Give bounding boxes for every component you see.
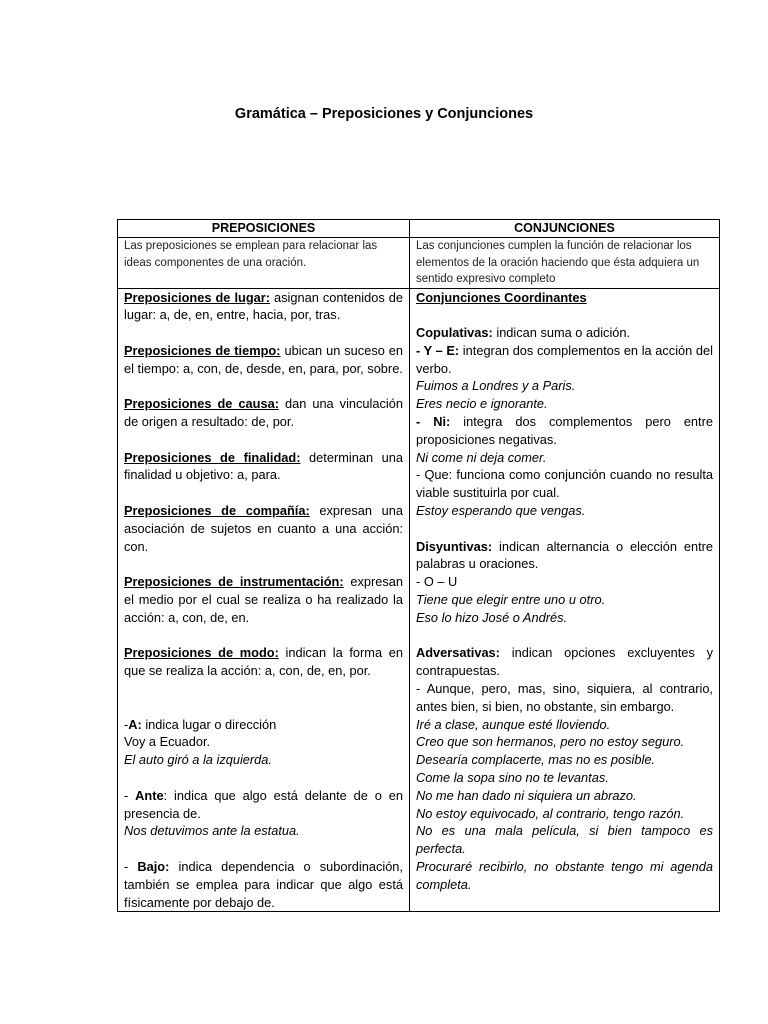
conj-adv-list: - Aunque, pero, mas, sino, siquiera, al contrario, antes bien, si bien, no obstante, sin embargo. (416, 681, 713, 714)
conj-adv-example: Creo que son hermanos, pero no estoy seguro. (416, 734, 685, 750)
prep-tiempo-term: Preposiciones de tiempo: (124, 342, 281, 358)
grammar-table (117, 219, 720, 912)
prep-ante-term: Ante (135, 787, 164, 803)
conj-ni: - Ni: integra dos complementos pero entre proposiciones negativas. (416, 414, 713, 447)
prep-tiempo-text: ubican un suceso en el tiempo: a, con, de, desde, en, para, por, sobre. (124, 342, 404, 376)
prep-a-example-1: Voy a Ecuador. (124, 734, 211, 750)
prep-lugar (124, 289, 403, 325)
intro-conjunciones: Las conjunciones cumplen la función de relacionar los elementos de la oración haciendo que ésta adquiera un sentido expresivo completo (410, 238, 720, 289)
conj-adversativas-term: Adversativas: (416, 645, 500, 661)
prep-ante-example: Nos detuvimos ante la estatua. (124, 823, 300, 839)
conj-ye-example-2: Eres necio e ignorante. (416, 396, 548, 412)
page-title: Gramática – Preposiciones y Conjunciones (234, 106, 534, 122)
conjunciones-column (410, 288, 720, 912)
prep-compania-term: Preposiciones de compañía: (124, 503, 310, 519)
prep-modo-text: indican la forma en que se realiza la acción: a, con, de, en, por. (124, 645, 403, 679)
header-row (118, 220, 720, 238)
conj-ni-term: - Ni: (416, 414, 451, 430)
conj-ye-example-1: Fuimos a Londres y a Paris. (416, 378, 576, 394)
conj-que: - Que: funciona como conjunción cuando no resulta viable sustituirla por cual. (416, 467, 713, 501)
conj-ou-example-2: Eso lo hizo José o Andrés. (416, 609, 568, 625)
prep-a-text: indica lugar o dirección (141, 716, 277, 732)
content-row (118, 288, 720, 912)
prep-causa-term: Preposiciones de causa: (124, 396, 279, 412)
conj-copulativas: Copulativas: indican suma o adición. (416, 325, 631, 341)
prep-finalidad (124, 449, 403, 485)
prep-tiempo (124, 342, 403, 378)
prep-a-term: A: (128, 716, 142, 732)
prep-instrumentacion-term: Preposiciones de instrumentación: (124, 574, 344, 590)
prep-finalidad-text: determinan una finalidad u objetivo: a, para. (124, 449, 403, 483)
prep-a-example-2: El auto giró a la izquierda. (124, 752, 272, 768)
prep-compania (124, 502, 403, 555)
prep-causa (124, 395, 403, 431)
preposiciones-column (118, 288, 410, 912)
prep-bajo-term: Bajo: (137, 859, 170, 874)
conj-heading: Conjunciones Coordinantes (416, 289, 587, 305)
conj-ou-example-1: Tiene que elegir entre uno u otro. (416, 592, 606, 608)
prep-ante-text: : indica que algo está delante de o en presencia de. (124, 787, 403, 821)
intro-row (118, 238, 720, 289)
prep-ante: - Ante: indica que algo está delante de o en presencia de. (124, 787, 403, 821)
conj-disyuntivas-term: Disyuntivas: (416, 538, 493, 554)
prep-a: -A: indica lugar o dirección (124, 716, 277, 732)
conj-adv-example: Desearía complacerte, mas no es posible. (416, 752, 655, 768)
conj-adv-example: No me han dado ni siquiera un abrazo. (416, 787, 637, 803)
conj-ye-term: - Y – E: (416, 342, 460, 358)
conj-adv-example: No estoy equivocado, al contrario, tengo razón. (416, 805, 685, 821)
prep-instrumentacion-text: expresan el medio por el cual se realiza o ha realizado la acción: a, con, de, en. (124, 574, 403, 625)
prep-compania-text: expresan una asociación de sujetos en cuanto a una acción: con. (124, 503, 403, 554)
prep-finalidad-term: Preposiciones de finalidad: (124, 449, 301, 465)
prep-bajo-text: indica dependencia o subordinación, también se emplea para indicar que algo está físicamente por debajo de. (124, 859, 403, 910)
header-preposiciones: PREPOSICIONES (118, 220, 410, 238)
prep-lugar-text: asignan contenidos de lugar: a, de, en, entre, hacia, por, tras. (124, 289, 404, 323)
conj-adversativas: Adversativas: indican opciones excluyentes y contrapuestas. (416, 645, 713, 679)
conj-que-example: Estoy esperando que vengas. (416, 503, 586, 519)
conj-copulativas-term: Copulativas: (416, 325, 493, 341)
conj-adv-example: Come la sopa sino no te levantas. (416, 770, 609, 786)
prep-modo-term: Preposiciones de modo: (124, 645, 279, 661)
conj-adv-example: Procuraré recibirlo, no obstante tengo mi agenda completa. (416, 859, 713, 892)
prep-modo (124, 644, 403, 680)
conj-ni-example: Ni come ni deja comer. (416, 449, 547, 465)
conj-ou: - O – U (416, 574, 458, 590)
prep-causa-text: dan una vinculación de origen a resultado: de, por. (124, 396, 403, 430)
header-conjunciones: CONJUNCIONES (410, 220, 720, 238)
prep-bajo: - Bajo: indica dependencia o subordinación, también se emplea para indicar que algo está físicamente por debajo de. (124, 859, 403, 910)
conj-adv-example: Iré a clase, aunque esté lloviendo. (416, 716, 611, 732)
conj-ye: - Y – E: integran dos complementos en la acción del verbo. (416, 342, 713, 376)
conj-adv-example: No es una mala película, si bien tampoco es perfecta. (416, 823, 713, 857)
prep-lugar-term: Preposiciones de lugar: (124, 289, 270, 305)
prep-instrumentacion (124, 573, 403, 626)
intro-preposiciones: Las preposiciones se emplean para relacionar las ideas componentes de una oración. (118, 238, 410, 289)
conj-disyuntivas: Disyuntivas: indican alternancia o elección entre palabras u oraciones. (416, 538, 713, 572)
